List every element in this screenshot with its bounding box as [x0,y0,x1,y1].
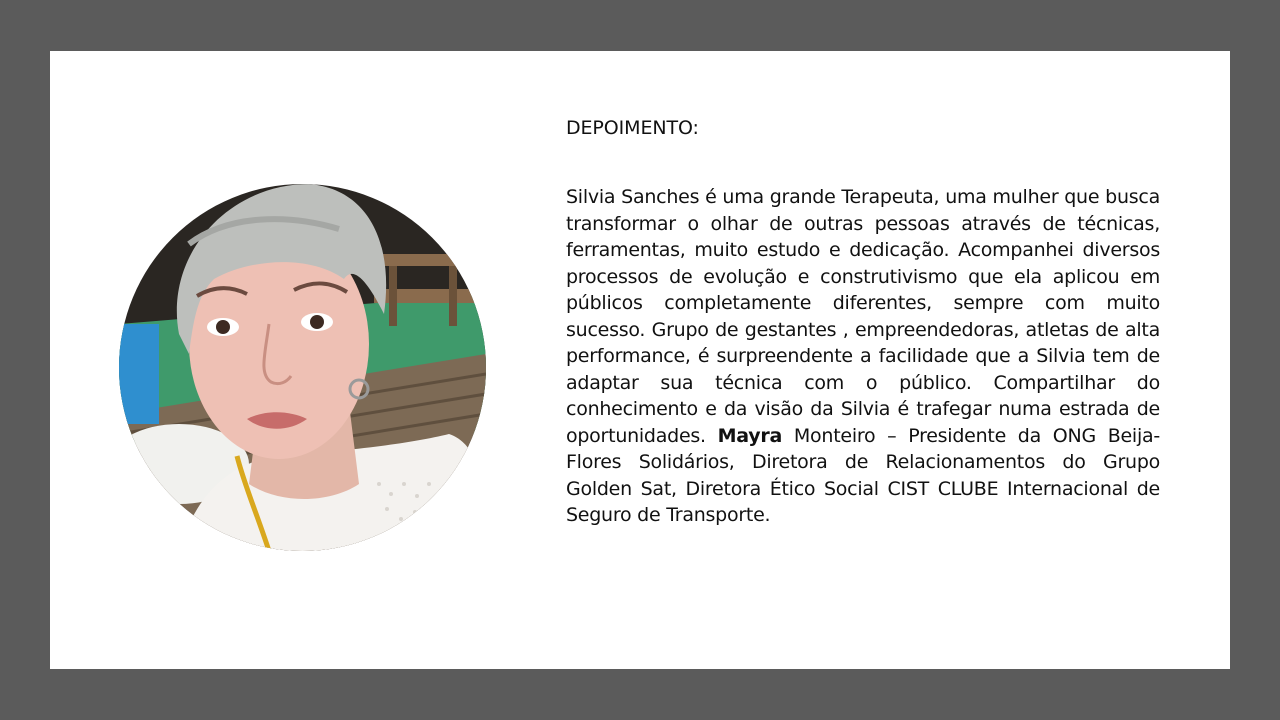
slide [50,51,1230,669]
heading: DEPOIMENTO: [566,117,699,139]
author-first-name: Mayra [717,424,783,447]
testimonial-body: Silvia Sanches é uma grande Terapeuta, uma mulher que busca transformar o olhar de outras pessoas através de técnicas, ferramentas, muito estudo e dedicação. Acompanhei diversos processos de evolução e construtivismo que ela aplicou em públicos completamente diferentes, sempre com muito sucesso. Grupo de gestantes , empreendedoras, atletas de alta performance, é surpreendente a facilidade que a Silvia tem de adaptar sua técnica com o público. Compartilhar do conhecimento e da visão da Silvia é trafegar numa estrada de oportunidades. [566,186,1160,447]
portrait-illustration [119,184,486,551]
author-description: Monteiro – Presidente da ONG Beija-Flores Solidários, Diretora de Relacionamentos do Grupo Golden Sat, Diretora Ético Social CIST CLUBE Internacional de Seguro de Transporte. [566,424,1160,526]
testimonial-text [566,184,1160,529]
portrait-photo [119,184,486,551]
